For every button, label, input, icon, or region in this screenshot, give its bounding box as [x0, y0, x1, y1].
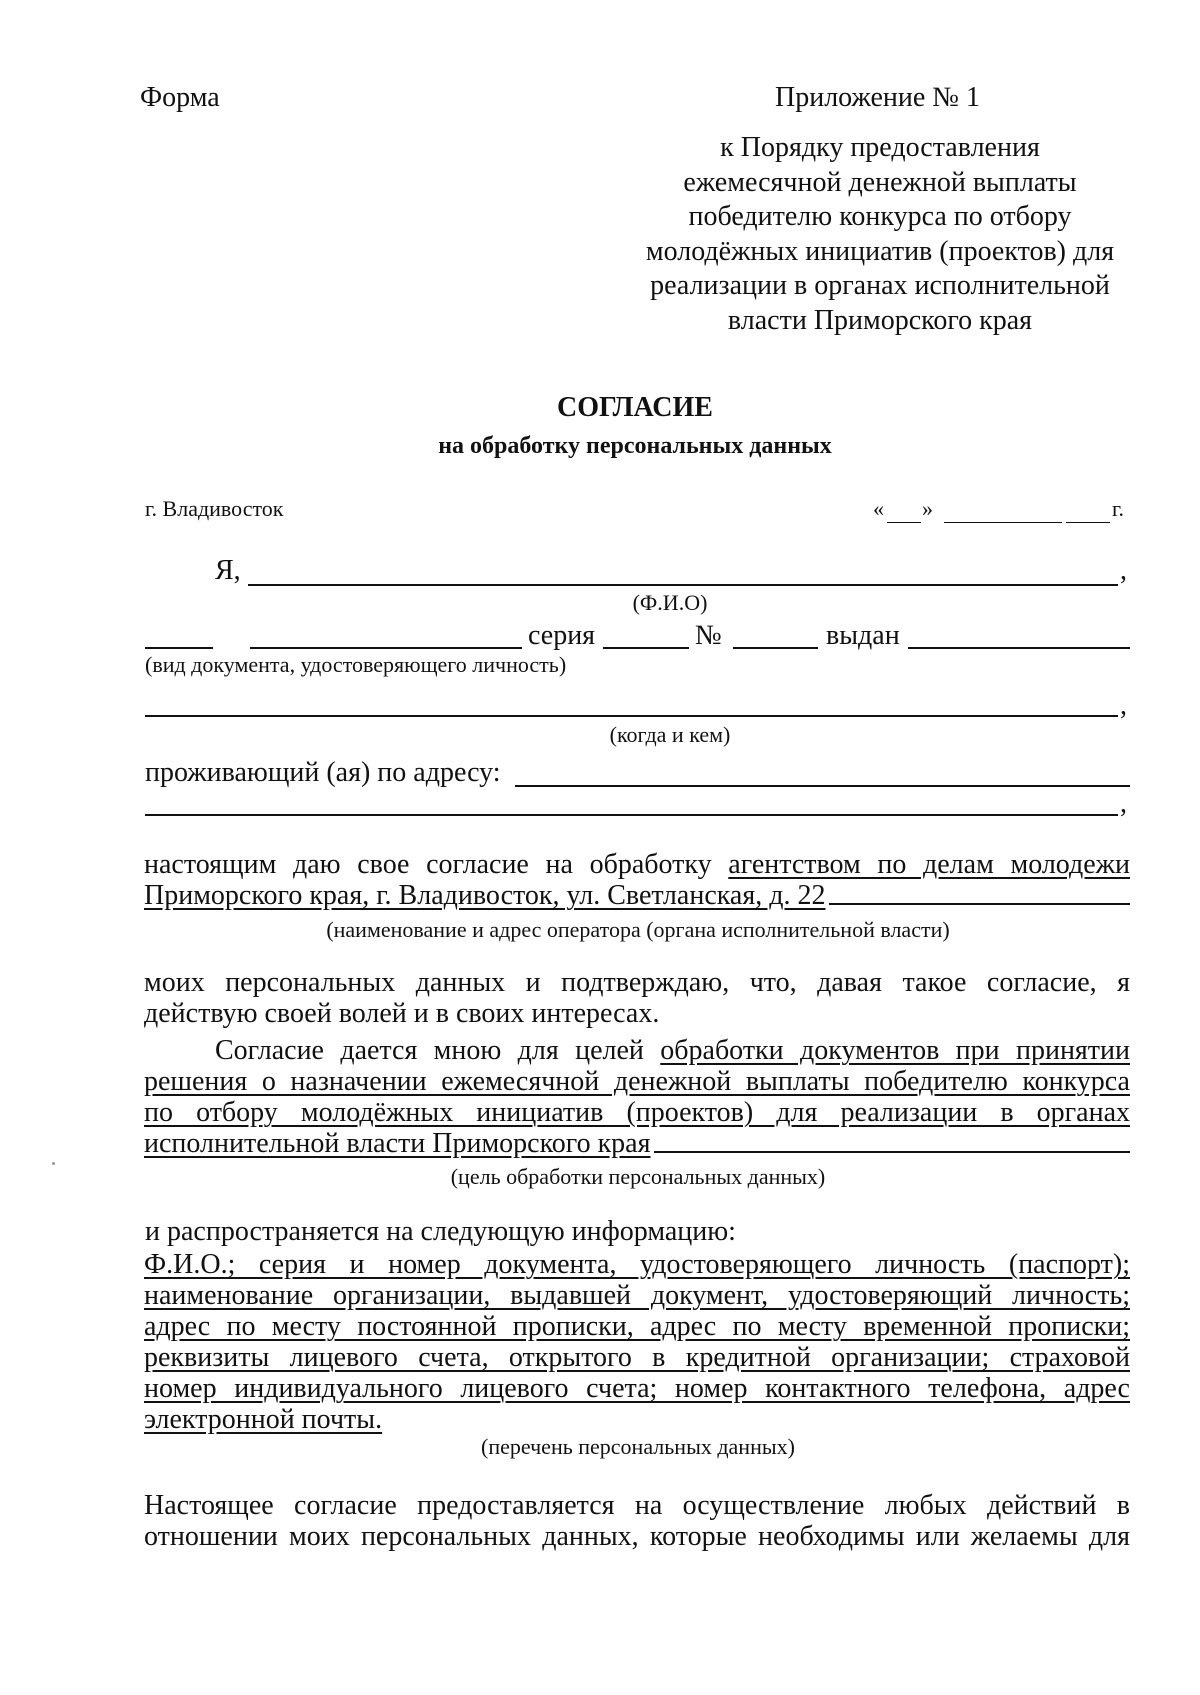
info-line: адрес по месту постоянной прописки, адрес по месту временной прописки; — [144, 1311, 1130, 1342]
purpose-end: исполнительной власти Приморского края — [144, 1128, 651, 1159]
doc-caption: (вид документа, удостоверяющего личность) — [145, 652, 567, 677]
purpose-intro: Согласие дается мною для целей — [215, 1035, 644, 1066]
operator-name: агентством по делам молодежи — [728, 849, 1130, 880]
series-label: серия — [528, 620, 596, 651]
info-line: реквизиты лицевого счета, открытого в кредитной организации; страховой — [144, 1342, 1130, 1373]
year-blank — [1066, 522, 1110, 523]
appendix-line: молодёжных инициатив (проектов) для — [645, 235, 1115, 267]
month-blank — [944, 522, 1062, 523]
city-label: г. Владивосток — [145, 496, 284, 521]
info-line: электронной почты. — [144, 1404, 383, 1435]
purpose-text: обработки документов при принятии — [660, 1035, 1131, 1066]
operator-line-2 — [144, 880, 1130, 911]
consent-line-2: действую своей волей и в своих интересах. — [144, 998, 660, 1029]
closing-paragraph — [144, 1490, 1130, 1552]
address-label: проживающий (ая) по адресу: — [145, 757, 501, 788]
year-suffix: г. — [1112, 496, 1125, 521]
i-label: Я, — [215, 555, 241, 586]
operator-intro: настоящим даю свое согласие на обработку — [144, 849, 712, 880]
date-open-quote: « — [873, 496, 884, 521]
closing-line-1: Настоящее согласие предоставляется на осуществление любых действий в — [144, 1490, 1130, 1521]
number-blank — [733, 647, 818, 649]
operator-paragraph — [144, 849, 1130, 911]
appendix-line: победителю конкурса по отбору — [688, 201, 1072, 232]
operator-caption: (наименование и адрес оператора (органа исполнительной власти) — [326, 917, 950, 942]
fio-comma: , — [1120, 555, 1127, 586]
appendix-line: власти Приморского края — [727, 304, 1033, 336]
purpose-blank — [654, 1151, 1130, 1153]
operator-address: Приморского края, г. Владивосток, ул. Светланская, д. 22 — [144, 880, 826, 911]
address-comma: , — [1120, 788, 1127, 819]
info-intro: и распространяется на следующую информацию: — [145, 1216, 736, 1247]
purpose-line-4 — [144, 1128, 1130, 1159]
purpose-caption: (цель обработки персональных данных) — [450, 1164, 826, 1189]
when-comma: , — [1120, 690, 1127, 721]
consent-line-1: моих персональных данных и подтверждаю, что, давая такое согласие, я — [144, 967, 1130, 998]
when-blank — [145, 715, 1118, 717]
address-blank-1 — [515, 785, 1130, 787]
operator-blank — [829, 903, 1130, 905]
document-title: СОГЛАСИЕ — [557, 392, 713, 423]
fio-blank — [248, 584, 1118, 586]
issued-label: выдан — [826, 620, 900, 651]
purpose-line-1 — [144, 1035, 1130, 1066]
purpose-line-3: по отбору молодёжных инициатив (проектов) для реализации в органах — [144, 1097, 1130, 1128]
consent-paragraph — [144, 967, 1130, 1029]
appendix-line: ежемесячной денежной выплаты — [683, 166, 1077, 198]
scan-speck — [52, 1162, 55, 1165]
number-label: № — [695, 620, 722, 651]
appendix-line: реализации в органах исполнительной — [650, 270, 1110, 301]
series-blank — [603, 647, 689, 649]
day-blank — [887, 522, 921, 523]
form-label: Форма — [140, 82, 220, 113]
when-caption: (когда и кем) — [609, 722, 731, 747]
issued-blank — [908, 647, 1130, 649]
appendix-number: Приложение № 1 — [775, 82, 980, 113]
closing-line-2: отношении моих персональных данных, которые необходимы или желаемы для — [144, 1521, 1130, 1552]
fio-caption: (Ф.И.О) — [632, 590, 708, 615]
purpose-paragraph — [144, 1035, 1130, 1159]
operator-line-1 — [144, 849, 1130, 880]
document-subtitle: на обработку персональных данных — [438, 433, 832, 459]
doc-type-blank-2 — [250, 647, 522, 649]
info-line: наименование организации, выдавшей документ, удостоверяющий личность; — [144, 1280, 1130, 1311]
appendix-block — [630, 131, 1130, 338]
info-line: номер индивидуального лицевого счета; номер контактного телефона, адрес — [144, 1373, 1130, 1404]
info-list — [144, 1249, 1130, 1435]
purpose-line-2: решения о назначении ежемесячной денежной выплаты победителю конкурса — [144, 1066, 1130, 1097]
address-blank-2 — [145, 814, 1118, 816]
date-close-quote: » — [922, 496, 933, 521]
doc-type-blank-1 — [145, 647, 213, 649]
info-caption: (перечень персональных данных) — [481, 1434, 795, 1459]
info-line: Ф.И.О.; серия и номер документа, удостоверяющего личность (паспорт); — [144, 1249, 1130, 1280]
appendix-line: к Порядку предоставления — [720, 132, 1040, 163]
